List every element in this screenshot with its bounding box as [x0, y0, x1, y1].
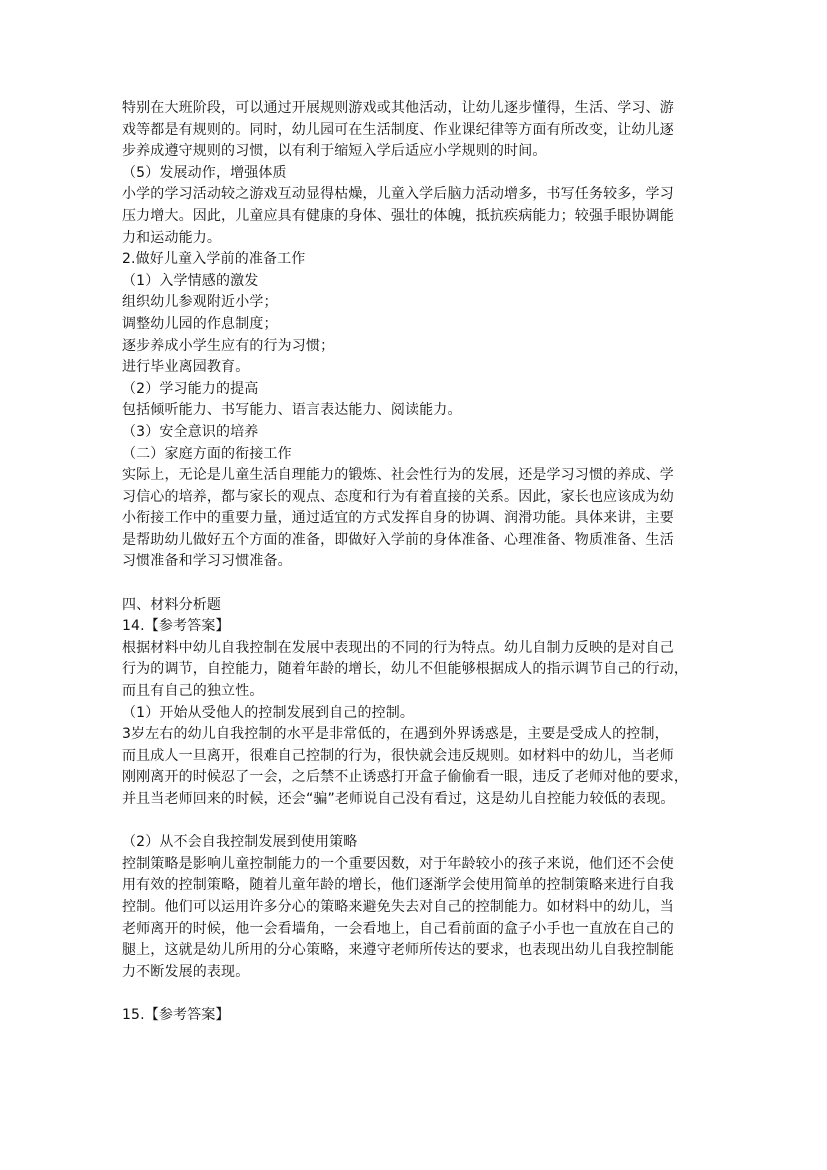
text-line: 压力增大。因此，儿童应具有健康的身体、强壮的体魄，抵抗疾病能力；较强手眼协调能: [122, 207, 674, 224]
text-line: 3岁左右的幼儿自我控制的水平是非常低的，在遇到外界诱惑是，主要是受成人的控制，: [122, 726, 669, 743]
section-heading: （1）开始从受他人的控制发展到自己的控制。: [122, 704, 415, 721]
text-line: 力和运动能力。: [122, 229, 222, 246]
document-page: [122, 98, 706, 1027]
text-line: 刚刚离开的时候忍了一会，之后禁不止诱惑打开盒子偷偷看一眼，违反了老师对他的要求，: [122, 769, 688, 786]
section-heading: （5）发展动作，增强体质: [122, 164, 287, 181]
text-line: 实际上，无论是儿童生活自理能力的锻炼、社会性行为的发展，还是学习习惯的养成、学: [122, 467, 674, 484]
list-item: 组织幼儿参观附近小学；: [122, 294, 278, 311]
text-line: 习惯准备和学习习惯准备。: [122, 553, 292, 570]
text-line: 控制。他们可以运用许多分心的策略来避免失去对自己的控制能力。如材料中的幼儿，当: [122, 898, 674, 915]
text-line: 力不断发展的表现。: [122, 963, 250, 980]
paragraph-spacer: [122, 573, 706, 595]
paragraph-spacer: [122, 983, 706, 1005]
list-item: 调整幼儿园的作息制度；: [122, 315, 278, 332]
text-line: 是帮助幼儿做好五个方面的准备，即做好入学前的身体准备、心理准备、物质准备、生活: [122, 531, 674, 548]
list-item: 逐步养成小学生应有的行为习惯；: [122, 337, 335, 354]
text-line: 小学的学习活动较之游戏互动显得枯燥，儿童入学后脑力活动增多，书写任务较多，学习: [122, 186, 674, 203]
text-line: 腿上，这就是幼儿所用的分心策略，来遵守老师所传达的要求，也表现出幼儿自我控制能: [122, 942, 674, 959]
section-heading: （2）从不会自我控制发展到使用策略: [122, 834, 358, 851]
text-line: 老师离开的时候，他一会看墙角，一会看地上，自己看前面的盒子小手也一直放在自己的: [122, 920, 674, 937]
text-line: 用有效的控制策略，随着儿童年龄的增长，他们逐渐学会使用简单的控制策略来进行自我: [122, 877, 674, 894]
text-line: 控制策略是影响儿童控制能力的一个重要因数，对于年龄较小的孩子来说，他们还不会使: [122, 855, 674, 872]
list-item: 进行毕业离园教育。: [122, 359, 250, 376]
text-line: 小衔接工作中的重要力量，通过适宜的方式发挥自身的协调、润滑功能。具体来讲，主要: [122, 510, 674, 527]
text-line: 根据材料中幼儿自我控制在发展中表现出的不同的行为特点。幼儿自制力反映的是对自己: [122, 639, 674, 656]
section-heading: （二）家庭方面的衔接工作: [122, 445, 292, 462]
text-line: 包括倾听能力、书写能力、语言表达能力、阅读能力。: [122, 402, 462, 419]
answer-heading: 14.【参考答案】: [122, 618, 230, 635]
section-heading: 2.做好儿童入学前的准备工作: [122, 251, 306, 268]
paragraph-spacer: [122, 811, 706, 833]
text-line: 习信心的培养，都与家长的观点、态度和行为有着直接的关系。因此，家长也应该成为幼: [122, 488, 674, 505]
text-line: 并且当老师回来的时候，还会“骗”老师说自己没有看过，这是幼儿自控能力较低的表现。: [122, 791, 675, 807]
answer-heading: 15.【参考答案】: [122, 1006, 230, 1023]
section-heading: 四、材料分析题: [122, 596, 222, 613]
text-line: 戏等都是有规则的。同时，幼儿园可在生活制度、作业课纪律等方面有所改变，让幼儿逐: [122, 121, 674, 138]
section-heading: （1）入学情感的激发: [122, 272, 259, 289]
section-heading: （2）学习能力的提高: [122, 380, 259, 397]
text-line: 特别在大班阶段，可以通过开展规则游戏或其他活动，让幼儿逐步懂得，生活、学习、游: [122, 100, 674, 116]
text-line: 而且成人一旦离开，很难自己控制的行为，很快就会违反规则。如材料中的幼儿，当老师: [122, 747, 674, 764]
section-heading: （3）安全意识的培养: [122, 423, 259, 440]
text-line: 而且有自己的独立性。: [122, 683, 264, 700]
text-line: 行为的调节，自控能力，随着年龄的增长，幼儿不但能够根据成人的指示调节自己的行动，: [122, 661, 688, 678]
text-line: 步养成遵守规则的习惯，以有利于缩短入学后适应小学规则的时间。: [122, 143, 547, 160]
